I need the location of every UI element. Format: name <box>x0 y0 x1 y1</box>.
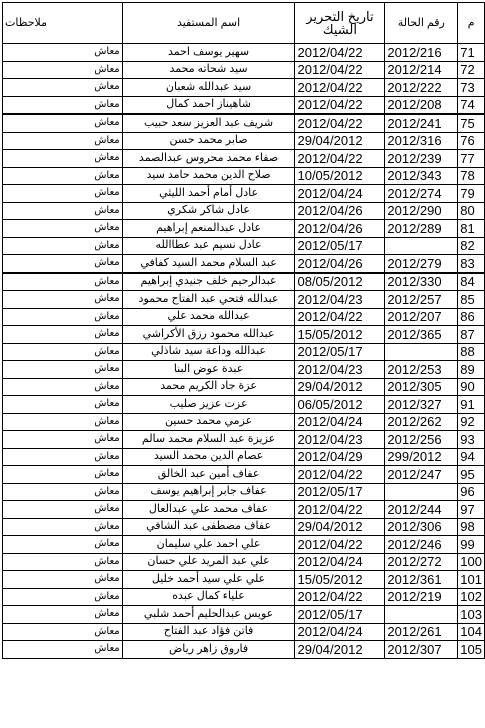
cell-beneficiary-name: شريف عبد العزيز سعد حبيب <box>122 114 295 132</box>
cell-beneficiary-name: عبدالله فتحي عبد الفتاح محمود <box>122 291 295 309</box>
cell-case-number: 2012/279 <box>385 255 458 273</box>
cell-beneficiary-name: عزيزة عبد السلام محمد سالم <box>122 431 295 449</box>
cell-notes: معاش <box>3 202 123 220</box>
cell-beneficiary-name: سيد شحاته محمد <box>122 61 295 79</box>
cell-case-number: 2012/241 <box>385 114 458 132</box>
cell-num: 72 <box>458 61 485 79</box>
cell-case-number: 2012/216 <box>385 44 458 62</box>
cell-num: 102 <box>458 588 485 606</box>
cell-beneficiary-name: شاهيناز احمد كمال <box>122 96 295 114</box>
cell-beneficiary-name: عادل نسيم عبد عطاالله <box>122 237 295 255</box>
table-row <box>3 396 485 414</box>
cell-beneficiary-name: عزمي محمد حسين <box>122 413 295 431</box>
cell-notes: معاش <box>3 623 123 641</box>
table-row <box>3 326 485 344</box>
table-row <box>3 96 485 114</box>
cell-num: 96 <box>458 483 485 501</box>
cell-num: 76 <box>458 132 485 150</box>
cell-check-date: 2012/04/22 <box>295 79 385 97</box>
cell-check-date: 06/05/2012 <box>295 396 385 414</box>
cell-case-number: 2012/244 <box>385 501 458 519</box>
table-row <box>3 185 485 203</box>
cell-check-date: 15/05/2012 <box>295 571 385 589</box>
header-beneficiary-name: اسم المستفيد <box>122 3 295 44</box>
cell-case-number: 2012/365 <box>385 326 458 344</box>
cell-beneficiary-name: علياء كمال عبده <box>122 588 295 606</box>
cell-check-date: 2012/04/23 <box>295 431 385 449</box>
cell-case-number: 2012/343 <box>385 167 458 185</box>
cell-beneficiary-name: عادل شاكر شكري <box>122 202 295 220</box>
cell-beneficiary-name: صفاء محمد محروس عبدالصمد <box>122 150 295 168</box>
cell-check-date: 2012/04/22 <box>295 96 385 114</box>
cell-check-date: 2012/04/24 <box>295 185 385 203</box>
cell-beneficiary-name: عزت عزيز صليب <box>122 396 295 414</box>
cell-beneficiary-name: عادل أمام أحمد الليثي <box>122 185 295 203</box>
header-check-date: تاريخ التحرير الشيك <box>295 3 385 44</box>
cell-num: 80 <box>458 202 485 220</box>
cell-beneficiary-name: صابر محمد حسن <box>122 132 295 150</box>
header-row <box>3 3 485 44</box>
cell-num: 92 <box>458 413 485 431</box>
cell-check-date: 2012/04/24 <box>295 553 385 571</box>
cell-num: 71 <box>458 44 485 62</box>
cell-case-number: 2012/207 <box>385 308 458 326</box>
cell-notes: معاش <box>3 167 123 185</box>
cell-notes: معاش <box>3 553 123 571</box>
table-row <box>3 413 485 431</box>
cell-check-date: 29/04/2012 <box>295 518 385 536</box>
cell-notes: معاش <box>3 413 123 431</box>
cell-beneficiary-name: عادل عبدالمنعم إبراهيم <box>122 220 295 238</box>
cell-num: 90 <box>458 378 485 396</box>
cell-num: 103 <box>458 606 485 624</box>
cell-notes: معاش <box>3 44 123 62</box>
cell-notes: معاش <box>3 518 123 536</box>
cell-check-date: 2012/04/23 <box>295 291 385 309</box>
cell-case-number <box>385 606 458 624</box>
cell-notes: معاش <box>3 606 123 624</box>
cell-notes: معاش <box>3 466 123 484</box>
cell-num: 89 <box>458 361 485 379</box>
cell-notes: معاش <box>3 291 123 309</box>
header-notes: ملاحظات <box>3 3 123 44</box>
cell-beneficiary-name: عبدالله وداعة سيد شاذلي <box>122 343 295 361</box>
cell-notes: معاش <box>3 61 123 79</box>
cell-case-number: 2012/361 <box>385 571 458 589</box>
cell-check-date: 29/04/2012 <box>295 641 385 659</box>
cell-num: 74 <box>458 96 485 114</box>
cell-notes: معاش <box>3 641 123 659</box>
cell-notes: معاش <box>3 185 123 203</box>
table-row <box>3 606 485 624</box>
cell-case-number: 2012/256 <box>385 431 458 449</box>
cell-check-date: 2012/04/24 <box>295 413 385 431</box>
table-row <box>3 588 485 606</box>
table-row <box>3 237 485 255</box>
cell-case-number: 2012/289 <box>385 220 458 238</box>
cell-notes: معاش <box>3 220 123 238</box>
cell-check-date: 15/05/2012 <box>295 326 385 344</box>
table-row <box>3 466 485 484</box>
cell-beneficiary-name: عفاف جابر إبراهيم يوسف <box>122 483 295 501</box>
table-row <box>3 291 485 309</box>
cell-case-number: 2012/272 <box>385 553 458 571</box>
cell-beneficiary-name: عصام الدين محمد السيد <box>122 448 295 466</box>
cell-beneficiary-name: عبدالرحيم خلف جنيدي إبراهيم <box>122 273 295 291</box>
table-row <box>3 220 485 238</box>
cell-case-number: 2012/246 <box>385 536 458 554</box>
cell-num: 100 <box>458 553 485 571</box>
cell-notes: معاش <box>3 396 123 414</box>
cell-num: 84 <box>458 273 485 291</box>
cell-notes: معاش <box>3 326 123 344</box>
cell-check-date: 29/04/2012 <box>295 378 385 396</box>
table-row <box>3 308 485 326</box>
header-num: م <box>458 3 485 44</box>
cell-check-date: 2012/04/22 <box>295 536 385 554</box>
table-row <box>3 483 485 501</box>
table-row <box>3 167 485 185</box>
cell-beneficiary-name: عبدة عوض البنا <box>122 361 295 379</box>
cell-beneficiary-name: سهير يوسف احمد <box>122 44 295 62</box>
cell-beneficiary-name: عفاف مصطفى عبد الشافي <box>122 518 295 536</box>
table-row <box>3 202 485 220</box>
cell-case-number: 299/2012 <box>385 448 458 466</box>
table-row <box>3 501 485 519</box>
cell-check-date: 08/05/2012 <box>295 273 385 291</box>
cell-check-date: 10/05/2012 <box>295 167 385 185</box>
cell-num: 105 <box>458 641 485 659</box>
cell-beneficiary-name: عزة جاد الكريم محمد <box>122 378 295 396</box>
cell-beneficiary-name: علي احمد علي سليمان <box>122 536 295 554</box>
cell-check-date: 2012/04/26 <box>295 220 385 238</box>
cell-check-date: 2012/05/17 <box>295 237 385 255</box>
cell-num: 81 <box>458 220 485 238</box>
cell-num: 94 <box>458 448 485 466</box>
cell-notes: معاش <box>3 114 123 132</box>
cell-check-date: 2012/04/22 <box>295 501 385 519</box>
cell-check-date: 2012/04/22 <box>295 588 385 606</box>
cell-num: 73 <box>458 79 485 97</box>
cell-notes: معاش <box>3 132 123 150</box>
cell-check-date: 2012/04/22 <box>295 308 385 326</box>
cell-notes: معاش <box>3 536 123 554</box>
cell-notes: معاش <box>3 343 123 361</box>
cell-check-date: 2012/04/24 <box>295 623 385 641</box>
cell-notes: معاش <box>3 237 123 255</box>
table-row <box>3 44 485 62</box>
cell-check-date: 2012/04/29 <box>295 448 385 466</box>
cell-num: 77 <box>458 150 485 168</box>
cell-case-number: 2012/208 <box>385 96 458 114</box>
cell-num: 99 <box>458 536 485 554</box>
cell-num: 101 <box>458 571 485 589</box>
table-row <box>3 553 485 571</box>
cell-beneficiary-name: عفاف محمد علي عبدالعال <box>122 501 295 519</box>
cell-notes: معاش <box>3 501 123 519</box>
cell-num: 79 <box>458 185 485 203</box>
cell-check-date: 2012/04/22 <box>295 114 385 132</box>
cell-check-date: 2012/04/22 <box>295 44 385 62</box>
cell-case-number: 2012/247 <box>385 466 458 484</box>
cell-num: 87 <box>458 326 485 344</box>
cell-notes: معاش <box>3 361 123 379</box>
table-row <box>3 132 485 150</box>
cell-beneficiary-name: علي علي سيد أحمد خليل <box>122 571 295 589</box>
cell-num: 83 <box>458 255 485 273</box>
cell-beneficiary-name: فاتن فؤاد عبد الفتاح <box>122 623 295 641</box>
cell-check-date: 2012/04/26 <box>295 202 385 220</box>
cell-case-number: 2012/222 <box>385 79 458 97</box>
cell-num: 91 <box>458 396 485 414</box>
table-row <box>3 431 485 449</box>
cell-num: 86 <box>458 308 485 326</box>
cell-case-number: 2012/214 <box>385 61 458 79</box>
cell-check-date: 2012/05/17 <box>295 483 385 501</box>
cell-check-date: 29/04/2012 <box>295 132 385 150</box>
cell-case-number: 2012/253 <box>385 361 458 379</box>
cell-beneficiary-name: صلاح الدين محمد حامد سيد <box>122 167 295 185</box>
cell-num: 78 <box>458 167 485 185</box>
cell-notes: معاش <box>3 588 123 606</box>
cell-num: 104 <box>458 623 485 641</box>
cell-notes: معاش <box>3 255 123 273</box>
cell-check-date: 2012/04/23 <box>295 361 385 379</box>
table-row <box>3 150 485 168</box>
table-row <box>3 518 485 536</box>
table-row <box>3 255 485 273</box>
cell-case-number: 2012/261 <box>385 623 458 641</box>
cell-case-number <box>385 343 458 361</box>
cell-beneficiary-name: علي عبد المريد علي حسان <box>122 553 295 571</box>
cell-case-number: 2012/327 <box>385 396 458 414</box>
cell-notes: معاش <box>3 571 123 589</box>
cell-check-date: 2012/05/17 <box>295 606 385 624</box>
cell-case-number <box>385 237 458 255</box>
cell-case-number: 2012/330 <box>385 273 458 291</box>
cell-beneficiary-name: سيد عبدالله شعبان <box>122 79 295 97</box>
cell-check-date: 2012/04/26 <box>295 255 385 273</box>
table-row <box>3 641 485 659</box>
cell-case-number: 2012/239 <box>385 150 458 168</box>
cell-case-number <box>385 483 458 501</box>
cell-beneficiary-name: عبد السلام محمد السيد كفافي <box>122 255 295 273</box>
cell-num: 82 <box>458 237 485 255</box>
cell-case-number: 2012/219 <box>385 588 458 606</box>
beneficiaries-table <box>2 2 485 659</box>
table-row <box>3 273 485 291</box>
cell-num: 75 <box>458 114 485 132</box>
table-row <box>3 448 485 466</box>
table-row <box>3 361 485 379</box>
cell-check-date: 2012/04/22 <box>295 61 385 79</box>
header-case-number: رقم الحالة <box>385 3 458 44</box>
cell-num: 95 <box>458 466 485 484</box>
cell-num: 85 <box>458 291 485 309</box>
table-row <box>3 623 485 641</box>
cell-case-number: 2012/306 <box>385 518 458 536</box>
cell-num: 93 <box>458 431 485 449</box>
cell-case-number: 2012/305 <box>385 378 458 396</box>
cell-num: 98 <box>458 518 485 536</box>
cell-beneficiary-name: عفاف أمين عبد الخالق <box>122 466 295 484</box>
cell-case-number: 2012/262 <box>385 413 458 431</box>
cell-notes: معاش <box>3 308 123 326</box>
cell-case-number: 2012/257 <box>385 291 458 309</box>
cell-case-number: 2012/316 <box>385 132 458 150</box>
table-row <box>3 343 485 361</box>
table-row <box>3 79 485 97</box>
cell-notes: معاش <box>3 96 123 114</box>
cell-case-number: 2012/290 <box>385 202 458 220</box>
cell-case-number: 2012/274 <box>385 185 458 203</box>
cell-notes: معاش <box>3 273 123 291</box>
cell-notes: معاش <box>3 378 123 396</box>
cell-check-date: 2012/04/22 <box>295 150 385 168</box>
cell-notes: معاش <box>3 483 123 501</box>
cell-notes: معاش <box>3 448 123 466</box>
cell-notes: معاش <box>3 150 123 168</box>
cell-check-date: 2012/05/17 <box>295 343 385 361</box>
cell-num: 88 <box>458 343 485 361</box>
cell-notes: معاش <box>3 431 123 449</box>
cell-beneficiary-name: عويس عبدالحليم أحمد شلبي <box>122 606 295 624</box>
cell-beneficiary-name: فاروق زاهر رياض <box>122 641 295 659</box>
table-row <box>3 378 485 396</box>
cell-beneficiary-name: عبدالله محمد علي <box>122 308 295 326</box>
cell-beneficiary-name: عبدالله محمود رزق الأكراشي <box>122 326 295 344</box>
table-row <box>3 536 485 554</box>
cell-num: 97 <box>458 501 485 519</box>
table-row <box>3 571 485 589</box>
cell-notes: معاش <box>3 79 123 97</box>
cell-check-date: 2012/04/22 <box>295 466 385 484</box>
table-row <box>3 114 485 132</box>
cell-case-number: 2012/307 <box>385 641 458 659</box>
table-row <box>3 61 485 79</box>
